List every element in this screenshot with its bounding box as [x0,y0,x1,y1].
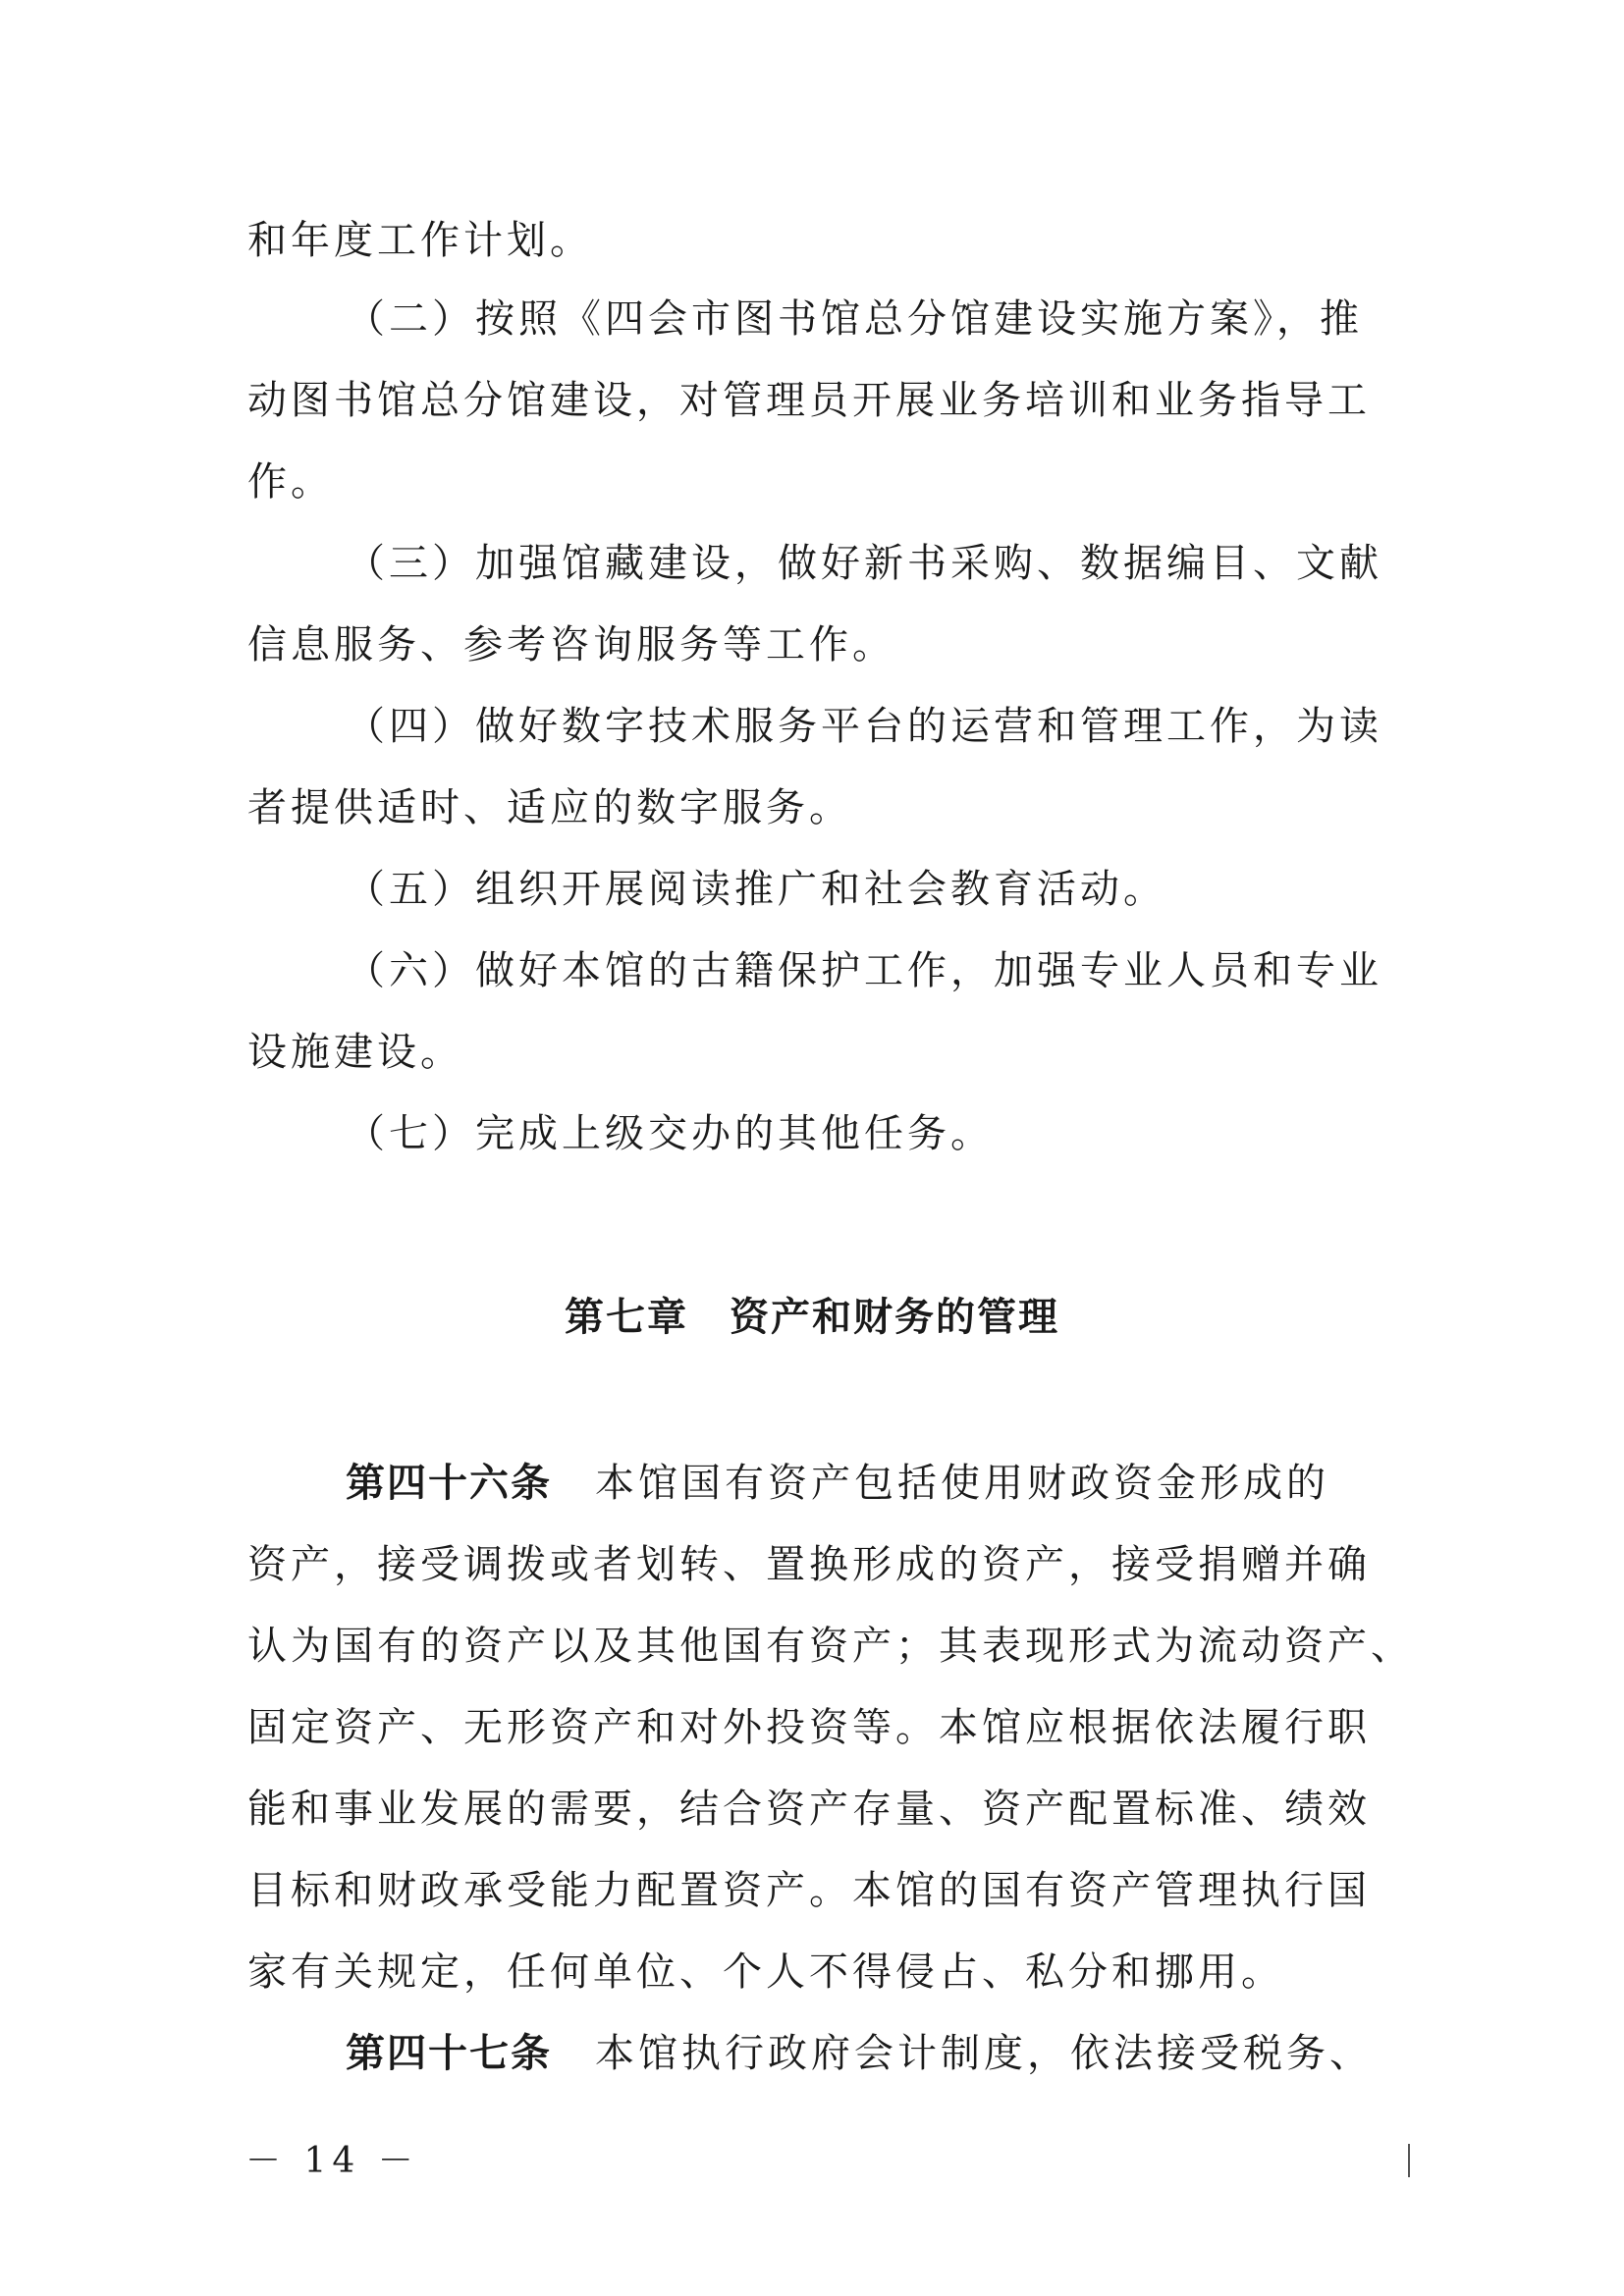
paragraph-line: （三）加强馆藏建设，做好新书采购、数据编目、文献 [346,541,1382,586]
paragraph-line: 资产，接受调拨或者划转、置换形成的资产，接受捐赠并确 [247,1542,1371,1587]
article-first-line [346,2030,1373,2077]
paragraph-line: （五）组织开展阅读推广和社会教育活动。 [346,867,1166,912]
paragraph-line: 设施建设。 [247,1030,463,1075]
paragraph-line: 能和事业发展的需要，结合资产存量、资产配置标准、绩效 [247,1787,1371,1832]
paragraph-line: （六）做好本馆的古籍保护工作，加强专业人员和专业 [346,948,1382,993]
margin-mark [1408,2144,1410,2177]
paragraph-line: 者提供适时、适应的数字服务。 [247,785,852,830]
paragraph-line: 和年度工作计划。 [247,218,593,263]
paragraph-line: 认为国有的资产以及其他国有资产；其表现形式为流动资产、 [247,1624,1414,1669]
paragraph-line: 目标和财政承受能力配置资产。本馆的国有资产管理执行国 [247,1868,1371,1913]
article-text: 本馆国有资产包括使用财政资金形成的 [595,1461,1329,1506]
article-text: 本馆执行政府会计制度，依法接受税务、 [595,2031,1373,2076]
article-label: 第四十七条 [346,2031,552,2076]
paragraph-line: 固定资产、无形资产和对外投资等。本馆应根据依法履行职 [247,1705,1371,1750]
paragraph-line: （四）做好数字技术服务平台的运营和管理工作，为读 [346,704,1382,749]
paragraph-line: （二）按照《四会市图书馆总分馆建设实施方案》，推 [346,296,1363,342]
paragraph-line: 家有关规定，任何单位、个人不得侵占、私分和挪用。 [247,1949,1284,1995]
paragraph-line: 信息服务、参考咨询服务等工作。 [247,622,895,667]
chapter-heading: 第七章 资产和财务的管理 [565,1295,1059,1340]
paragraph-line: 动图书馆总分馆建设，对管理员开展业务培训和业务指导工 [247,378,1371,423]
paragraph-line: 作。 [247,459,334,505]
article-label: 第四十六条 [346,1461,552,1506]
page-number: － 14 － [245,2141,419,2181]
paragraph-line: （七）完成上级交办的其他任务。 [346,1111,994,1156]
article-first-line [346,1460,1329,1507]
